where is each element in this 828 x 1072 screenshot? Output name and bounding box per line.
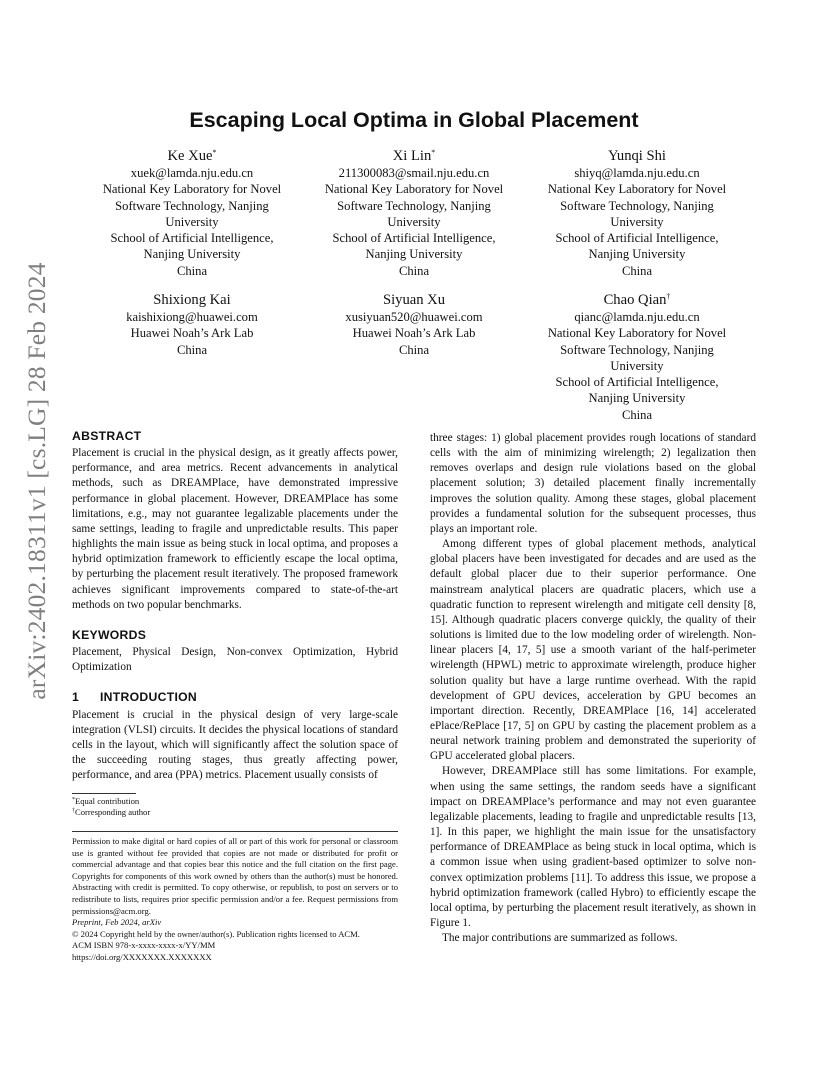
footnote-divider [72,793,136,794]
introduction-heading [72,690,398,705]
arxiv-side-stamp [22,262,52,700]
author-block [77,147,307,279]
left-column [72,429,398,818]
author-affiliation: Software Technology, Nanjing [560,198,714,213]
author-country: China [621,263,653,278]
author-affiliation: National Key Laboratory for Novel [324,182,504,197]
keywords-text: Placement, Physical Design, Non-convex Optimization, Hybrid Optimization [72,646,398,674]
permission-text: Permission to make digital or hard copies of all or part of this work for personal or classroom use is granted without fee provided that copies are not made or distributed for profit or commercial advantage and that copies bear this notice and the full citation on the first page. Copyrights for components of this work owned by others than the author(s) must be honored. Abstracting with credit is permitted. To copy otherwise, or republish, to post on servers or to redistribute to lists, requires prior specific permission and/or a fee. Request permissions from permissions@acm.org. [72,836,398,916]
author-affiliation: National Key Laboratory for Novel [102,182,282,197]
introduction-paragraph: The major contributions are summarized as follows. [442,932,678,945]
author-affiliation: Huawei Noah’s Ark Lab [352,326,476,341]
section-number: 1 [72,690,80,705]
author-affiliation: Software Technology, Nanjing [337,198,491,213]
author-affiliation: University [610,358,664,373]
author-block [522,291,752,423]
author-block [299,147,529,279]
author-email: qianc@lamda.nju.edu.cn [574,310,700,324]
author-block [77,291,307,358]
author-affiliation: National Key Laboratory for Novel [547,326,727,341]
author-country: China [398,263,430,278]
author-affiliation: National Key Laboratory for Novel [547,182,727,197]
author-affiliation: Nanjing University [588,247,686,262]
introduction-paragraph: Among different types of global placement methods, analytical global placers have been investigated for decades and are used as the default global placer due to their superior performance. One mainstream analytical placers are quadratic placers, which use a quadratic function to represent wirelength and mitigate cell density [8, 15]. Although quadratic placers converge quickly, the quality of their solutions is limited due to the low modeling order of wirelength. Non-linear placers [4, 17, 5] use a smooth variant of the half-perimeter wirelength (HPWL) metric to approximate wirelength, produce higher solution quality but have a large runtime overhead. With the rapid development of GPU devices, acceleration by GPU becomes an important direction. Recently, DREAMPlace [16, 14] accelerated ePlace/RePlace [17, 5] on GPU by casting the placement problem as a neural network training problem and demonstrated the superiority of GPU accelerated global placers. [430,538,756,763]
preprint-note: Preprint, Feb 2024, arXiv [72,917,162,928]
isbn-line: ACM ISBN 978-x-xxxx-xxxx-x/YY/MM [72,940,216,951]
author-email: 211300083@smail.nju.edu.cn [338,166,490,180]
author-affiliation: Software Technology, Nanjing [115,198,269,213]
author-affiliation: University [387,214,441,229]
author-affiliation: Nanjing University [365,247,463,262]
author-name: Siyuan Xu [382,292,446,308]
author-country: China [398,342,430,357]
permission-block [72,836,398,964]
footnote-equal-contribution: *Equal contribution [72,796,140,807]
author-affiliation: Huawei Noah’s Ark Lab [130,326,254,341]
introduction-paragraph: Placement is crucial in the physical design of very large-scale integration (VLSI) circuits. It decides the physical locations of standard cells in the layout, which will significantly affect the solution space of the succeeding routing stages, thus greatly affecting power, performance, and area (PPA) metrics. Placement usually consists of [72,708,398,782]
abstract-text: Placement is crucial in the physical design, as it greatly affects power, performance, and area metrics. Recent advancements in analytical methods, such as DREAMPlace, have demonstrated impressive performance in global placement. However, DREAMPlace has some limitations, e.g., may not guarantee legalizable placements under the same settings, leading to fragile and unpredictable results. This paper highlights the main issue as being stuck in local optima, and proposes a hybrid optimization framework to efficiently escape the local optima, by perturbing the placement result iteratively. The proposed framework achieves significant improvements compared to state-of-the-art methods on two popular benchmarks. [72,447,398,611]
author-country: China [176,263,208,278]
author-country: China [621,407,653,422]
paper-title: Escaping Local Optima in Global Placement [189,108,639,132]
author-email: xuek@lamda.nju.edu.cn [130,166,254,180]
author-name: Chao Qian† [603,292,671,308]
abstract-heading: ABSTRACT [72,429,142,443]
author-name: Yunqi Shi [608,148,666,164]
author-affiliation: Nanjing University [143,247,241,262]
author-block [299,291,529,358]
keywords-heading: KEYWORDS [72,627,147,642]
author-email: xusiyuan520@huawei.com [345,310,483,324]
right-column [430,431,756,946]
author-email: shiyq@lamda.nju.edu.cn [574,166,700,180]
introduction-paragraph: three stages: 1) global placement provides rough locations of standard cells with the aim of minimizing wirelength; 2) legalization then removes overlaps and design rule violations based on the global placement solution; 3) detailed placement finally incrementally improves the solution quality. Among these stages, global placement provides a fundamental solution for the subsequent processes, thus plays an important role. [430,432,756,535]
author-name: Ke Xue* [167,148,217,164]
author-country: China [176,342,208,357]
section-title: INTRODUCTION [100,690,198,705]
permission-divider [72,831,398,832]
author-affiliation: University [165,214,219,229]
arxiv-identifier: arXiv:2402.18311v1 [cs.LG] 28 Feb 2024 [22,262,51,700]
author-affiliation: Software Technology, Nanjing [560,342,714,357]
author-email: kaishixiong@huawei.com [126,310,258,324]
author-affiliation: School of Artificial Intelligence, [555,231,719,246]
author-name: Xi Lin* [392,148,436,164]
author-name: Shixiong Kai [153,292,231,308]
author-affiliation: School of Artificial Intelligence, [332,231,496,246]
copyright-line: © 2024 Copyright held by the owner/author(s). Publication rights licensed to ACM. [72,928,360,939]
author-affiliation: School of Artificial Intelligence, [555,375,719,390]
author-affiliation: School of Artificial Intelligence, [110,231,274,246]
author-block [522,147,752,279]
author-affiliation: Nanjing University [588,391,686,406]
footnote-corresponding-author: †Corresponding author [72,807,151,818]
introduction-paragraph: However, DREAMPlace still has some limitations. For example, when using the same settings, the random seeds have a significant impact on DREAMPlace’s performance and may not even guarantee legalizable placements, leading to fragile and unpredictable results [13, 1]. In this paper, we highlight the main issue for the unsatisfactory performance of DREAMPlace as being stuck in local optima, which is a common issue when using gradient-based optimizer to solve non-convex optimization problems [11]. To address this issue, we propose a hybrid optimization framework (called Hybro) to efficiently escape the local optima, by perturbing the placement result iteratively, as shown in Figure 1. [430,765,756,929]
doi-line: https://doi.org/XXXXXXX.XXXXXXX [72,951,212,962]
author-affiliation: University [610,214,664,229]
